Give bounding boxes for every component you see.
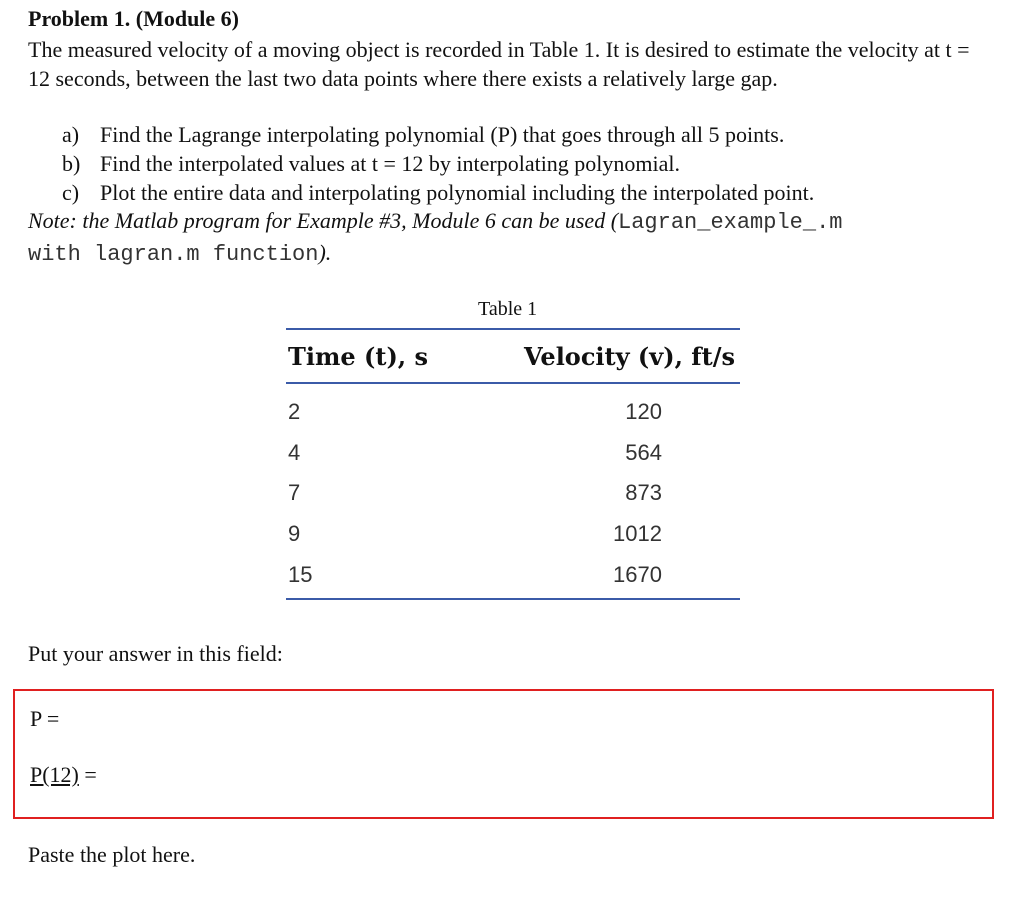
task-label: a): [62, 122, 80, 147]
note-prefix: Note: the Matlab program for Example #3, Module 6 can be used (: [28, 208, 619, 233]
time-cell: 7: [288, 480, 301, 505]
p12-equals: =: [78, 762, 97, 787]
problem-title: Problem 1. (Module 6): [28, 6, 240, 31]
note-file-function: with lagran.m function: [28, 242, 319, 267]
task-list: [62, 120, 814, 207]
header-time: Time (t), s: [288, 342, 429, 371]
velocity-cell: 873: [625, 480, 662, 505]
table-header-rule: [286, 382, 740, 384]
table-top-rule: [286, 328, 740, 330]
time-cell: 9: [288, 521, 301, 546]
velocity-cell: 1670: [613, 562, 662, 587]
velocity-cell: 120: [625, 399, 662, 424]
task-label: b): [62, 151, 81, 176]
matlab-note: [28, 206, 988, 270]
answer-prompt: Put your answer in this field:: [28, 641, 283, 666]
table-caption: Table 1: [478, 298, 538, 320]
p12-function: P(12): [30, 762, 79, 787]
task-item-a: [62, 120, 814, 149]
paste-plot-instruction: Paste the plot here.: [28, 842, 196, 867]
velocity-cell: 564: [625, 440, 662, 465]
answer-field[interactable]: [13, 689, 994, 819]
task-text: Find the Lagrange interpolating polynomial (P) that goes through all 5 points.: [100, 122, 785, 147]
task-item-b: [62, 149, 814, 178]
note-suffix: ).: [318, 240, 332, 265]
p12-label: [30, 762, 97, 788]
velocity-cell: 1012: [613, 521, 662, 546]
note-file-example: Lagran_example_.m: [618, 210, 843, 235]
time-cell: 4: [288, 440, 301, 465]
problem-statement: The measured velocity of a moving object is recorded in Table 1. It is desired to estimate the velocity at t = 12 seconds, between the last two data points where there exists a relatively large gap.: [28, 37, 970, 91]
p-equals-label: P =: [30, 706, 60, 731]
time-cell: 2: [288, 399, 301, 424]
task-label: c): [62, 180, 80, 205]
time-cell: 15: [288, 562, 313, 587]
task-item-c: [62, 178, 814, 207]
task-text: Find the interpolated values at t = 12 by interpolating polynomial.: [100, 151, 681, 176]
header-velocity: Velocity (v), ft/s: [524, 342, 735, 371]
task-text: Plot the entire data and interpolating polynomial including the interpolated point.: [100, 180, 815, 205]
table-bottom-rule: [286, 598, 740, 600]
